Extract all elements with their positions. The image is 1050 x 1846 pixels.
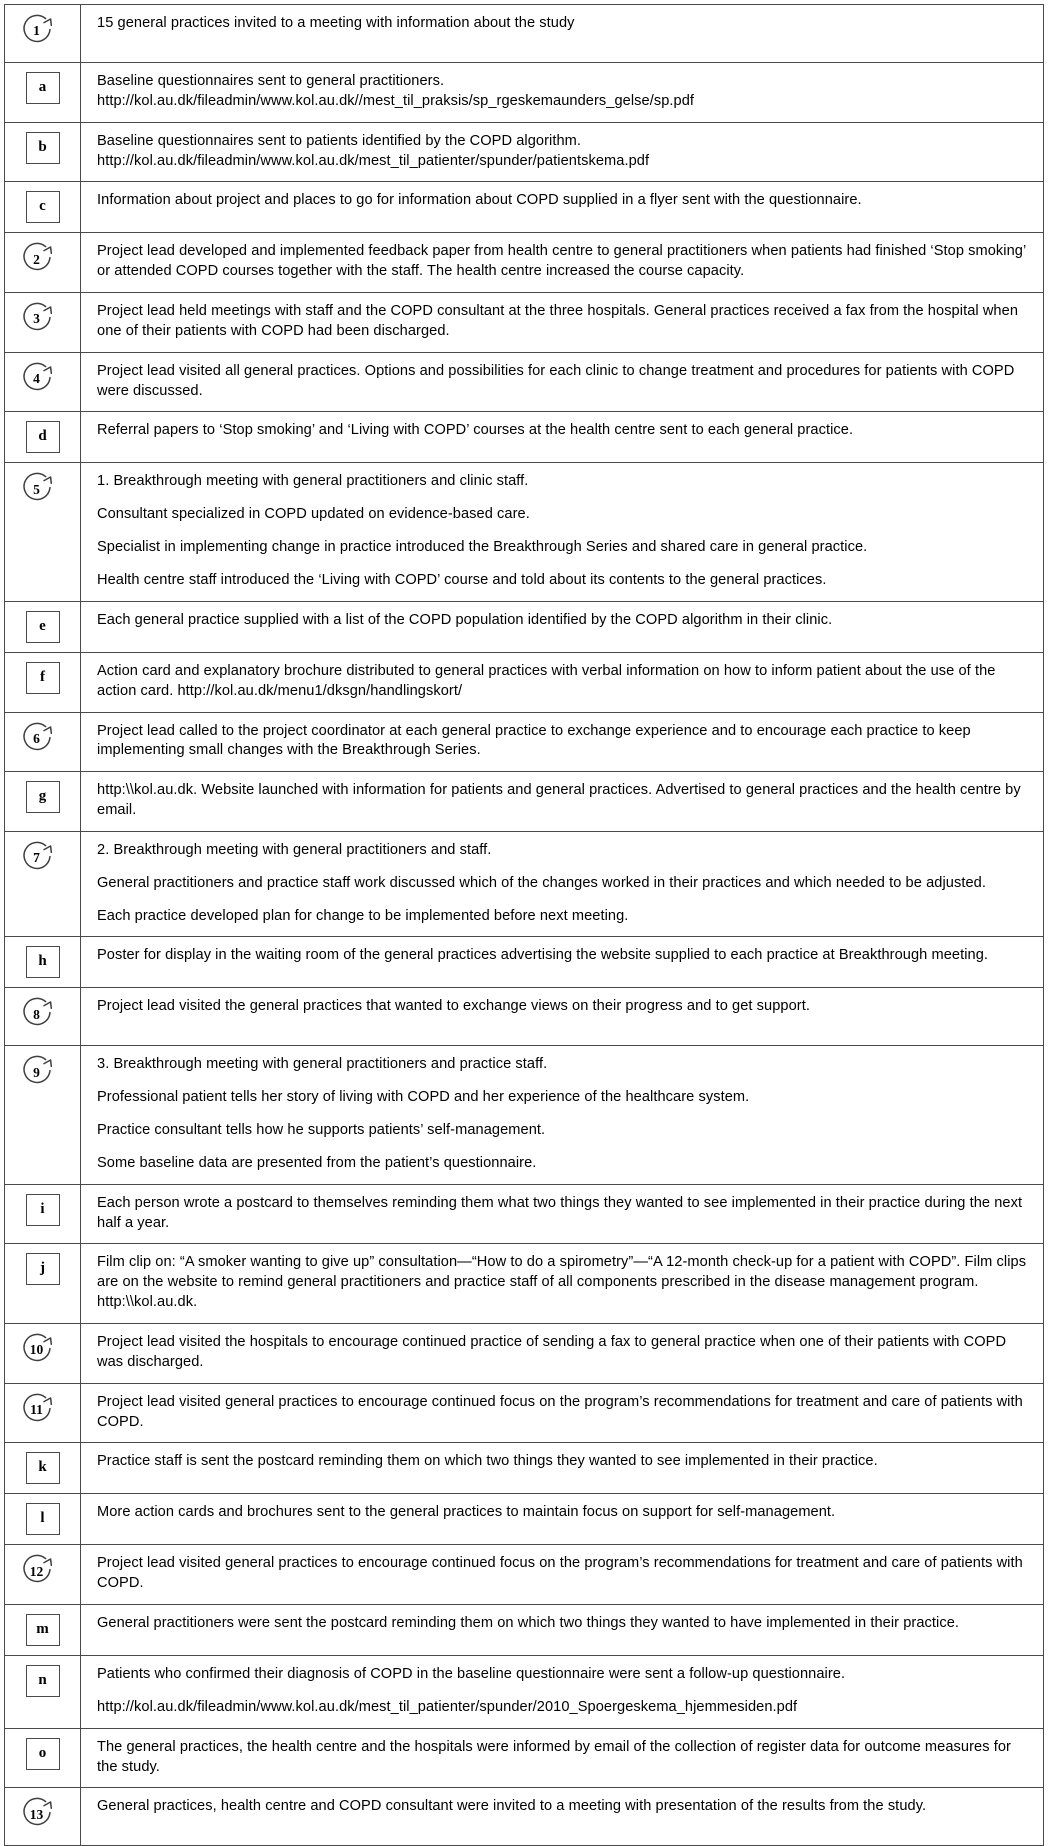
table-row [5, 1046, 1044, 1184]
description-paragraph: The general practices, the health centre and the hospitals were informed by email of the collection of register data for outcome measures for the study. [97, 1738, 1011, 1775]
marker-cell [5, 988, 81, 1046]
cycle-number-label: 13 [29, 1806, 44, 1822]
marker-cell [5, 412, 81, 463]
description-paragraph: Patients who confirmed their diagnosis of COPD in the baseline questionnaire were sent a follow-up questionnaire. [97, 1666, 846, 1683]
pdsa-cycle-icon [20, 472, 66, 506]
marker-cell [5, 5, 81, 63]
marker-cell [5, 652, 81, 712]
letter-marker-box: j [26, 1253, 60, 1285]
description-cell [81, 1443, 1044, 1494]
marker-cell [5, 293, 81, 353]
description-cell [81, 1656, 1044, 1729]
marker-cell [5, 1788, 81, 1846]
table-row [5, 1545, 1044, 1605]
letter-marker-box: b [26, 132, 60, 164]
description-paragraph: General practices, health centre and COPD consultant were invited to a meeting with presentation of the results from the study. [97, 1798, 927, 1815]
table-row [5, 652, 1044, 712]
table-row [5, 1383, 1044, 1443]
pdsa-cycle-icon [20, 362, 66, 396]
table-row [5, 1788, 1044, 1846]
letter-marker-box: e [26, 611, 60, 643]
description-paragraph: Project lead visited all general practices. Options and possibilities for each clinic to change treatment and procedures for patients with COPD were discussed. [97, 362, 1015, 399]
table-row [5, 1324, 1044, 1384]
marker-cell [5, 712, 81, 772]
pdsa-cycle-icon [20, 997, 66, 1031]
pdsa-cycle-icon [20, 1554, 66, 1588]
description-paragraph: Film clip on: “A smoker wanting to give up” consultation—“How to do a spirometry”—“A 12-month check-up for a patient with COPD”. Film clips are on the website to remind general practitioners and practice staff of all components prescribed in the disease management program. http:\\kol.au.dk. [97, 1254, 1027, 1311]
description-paragraph: Project lead visited general practices to encourage continued focus on the program’s recommendations for treatment and care of patients with COPD. [97, 1393, 1023, 1430]
description-paragraph: 3. Breakthrough meeting with general practitioners and practice staff. [97, 1056, 548, 1073]
marker-cell [5, 182, 81, 233]
description-paragraph: Project lead visited general practices to encourage continued focus on the program’s recommendations for treatment and care of patients with COPD. [97, 1555, 1023, 1592]
description-cell [81, 988, 1044, 1046]
description-cell [81, 601, 1044, 652]
table-row [5, 1494, 1044, 1545]
pdsa-cycle-icon [20, 1393, 66, 1427]
description-paragraph: http:\\kol.au.dk. Website launched with information for patients and general practices. Advertised to general practices and the health centre by email. [97, 782, 1021, 819]
table-row [5, 352, 1044, 412]
table-row [5, 601, 1044, 652]
table-row [5, 463, 1044, 601]
marker-cell [5, 352, 81, 412]
description-cell [81, 1605, 1044, 1656]
pdsa-cycle-icon [20, 1333, 66, 1367]
description-paragraph: Each person wrote a postcard to themselves reminding them what two things they wanted to see implemented in their practice during the next half a year. [97, 1194, 1023, 1231]
description-paragraph: Referral papers to ‘Stop smoking’ and ‘Living with COPD’ courses at the health centre sent to each general practice. [97, 422, 854, 439]
description-cell [81, 1046, 1044, 1184]
marker-cell [5, 463, 81, 601]
cycle-number-label: 1 [33, 23, 40, 39]
description-paragraph: Specialist in implementing change in practice introduced the Breakthrough Series and shared care in general practice. [97, 539, 868, 556]
description-cell [81, 233, 1044, 293]
description-paragraph: Professional patient tells her story of living with COPD and her experience of the healthcare system. [97, 1089, 750, 1106]
table-row [5, 1244, 1044, 1324]
letter-marker-box: l [26, 1503, 60, 1535]
table-row [5, 182, 1044, 233]
description-cell [81, 5, 1044, 63]
letter-marker-box: k [26, 1452, 60, 1484]
table-row [5, 772, 1044, 832]
description-paragraph: General practitioners and practice staff work discussed which of the changes worked in their practices and which needed to be adjusted. [97, 874, 986, 891]
table-row [5, 1656, 1044, 1729]
marker-cell [5, 1605, 81, 1656]
letter-marker-box: a [26, 72, 60, 104]
cycle-number-label: 4 [33, 371, 40, 386]
marker-cell [5, 1728, 81, 1788]
description-paragraph: Project lead developed and implemented feedback paper from health centre to general practitioners when patients had finished ‘Stop smoking’ or attended COPD courses together with the staff. The health centre increased the course capacity. [97, 243, 1026, 280]
marker-cell [5, 1545, 81, 1605]
marker-cell [5, 1324, 81, 1384]
table-row [5, 1605, 1044, 1656]
pdsa-cycle-icon [20, 841, 66, 875]
letter-marker-box: g [26, 781, 60, 813]
description-paragraph: Each practice developed plan for change to be implemented before next meeting. [97, 907, 629, 924]
cycle-number-label: 5 [33, 481, 40, 497]
letter-marker-box: o [26, 1738, 60, 1770]
table-row [5, 712, 1044, 772]
cycle-number-label: 6 [33, 730, 40, 746]
marker-cell [5, 1383, 81, 1443]
description-paragraph: Project lead visited the hospitals to encourage continued practice of sending a fax to general practice when one of their patients with COPD was discharged. [97, 1334, 1007, 1370]
description-cell [81, 831, 1044, 937]
marker-cell [5, 1494, 81, 1545]
description-paragraph: Practice consultant tells how he supports patients’ self-management. [97, 1122, 546, 1139]
description-cell [81, 712, 1044, 772]
description-paragraph: Health centre staff introduced the ‘Living with COPD’ course and told about its contents to the general practices. [97, 571, 827, 588]
description-cell [81, 463, 1044, 601]
table-row [5, 63, 1044, 123]
description-paragraph: Practice staff is sent the postcard reminding them on which two things they wanted to see implemented in their practice. [97, 1453, 878, 1470]
description-cell [81, 652, 1044, 712]
letter-marker-box: i [26, 1194, 60, 1226]
table-row [5, 1728, 1044, 1788]
letter-marker-box: d [26, 421, 60, 453]
pdsa-intervention-table [4, 4, 1044, 1846]
description-paragraph: Each general practice supplied with a list of the COPD population identified by the COPD algorithm in their clinic. [97, 611, 833, 628]
table-row [5, 293, 1044, 353]
letter-marker-box: n [26, 1665, 60, 1697]
description-cell [81, 937, 1044, 988]
description-cell [81, 293, 1044, 353]
cycle-number-label: 8 [33, 1006, 40, 1022]
description-paragraph: Action card and explanatory brochure distributed to general practices with verbal information on how to inform patient about the use of the action card. http://kol.au.dk/menu1/dksgn/handlingskort/ [97, 662, 996, 699]
table-row [5, 5, 1044, 63]
table-row [5, 233, 1044, 293]
description-cell [81, 1184, 1044, 1244]
marker-cell [5, 233, 81, 293]
cycle-number-label: 12 [29, 1563, 44, 1579]
description-paragraph: General practitioners were sent the postcard reminding them on which two things they wanted to have implemented in their practice. [97, 1615, 960, 1632]
description-paragraph: Baseline questionnaires sent to general practitioners. http://kol.au.dk/fileadmin/www.kol.au.dk//mest_til_praksis/sp_rgeskemaunders_gelse/sp.pdf [97, 73, 695, 109]
cycle-number-label: 9 [33, 1064, 40, 1080]
description-cell [81, 182, 1044, 233]
pdsa-cycle-icon [20, 1797, 66, 1831]
description-cell [81, 1383, 1044, 1443]
table-row [5, 1443, 1044, 1494]
marker-cell [5, 831, 81, 937]
description-cell [81, 1494, 1044, 1545]
marker-cell [5, 1656, 81, 1729]
marker-cell [5, 1443, 81, 1494]
description-paragraph: http://kol.au.dk/fileadmin/www.kol.au.dk/mest_til_patienter/spunder/2010_Spoergeskema_hjemmesiden.pdf [97, 1698, 798, 1715]
description-paragraph: Information about project and places to go for information about COPD supplied in a flyer sent with the questionnaire. [97, 192, 862, 209]
description-cell [81, 1324, 1044, 1384]
table-row [5, 937, 1044, 988]
description-paragraph: 15 general practices invited to a meeting with information about the study [97, 15, 575, 31]
letter-marker-box: c [26, 191, 60, 223]
table-row [5, 122, 1044, 182]
description-paragraph: Poster for display in the waiting room of the general practices advertising the website supplied to each practice at Breakthrough meeting. [97, 947, 989, 964]
description-paragraph: 1. Breakthrough meeting with general practitioners and clinic staff. [97, 473, 529, 490]
description-cell [81, 1244, 1044, 1324]
marker-cell [5, 1046, 81, 1184]
marker-cell [5, 601, 81, 652]
description-paragraph: Project lead called to the project coordinator at each general practice to exchange experience and to encourage each practice to keep implementing small changes with the Breakthrough Series. [97, 722, 971, 759]
cycle-number-label: 7 [33, 850, 40, 866]
table-row [5, 988, 1044, 1046]
description-cell [81, 352, 1044, 412]
pdsa-cycle-icon [20, 722, 66, 756]
marker-cell [5, 122, 81, 182]
description-paragraph: Project lead visited the general practices that wanted to exchange views on their progress and to get support. [97, 998, 810, 1015]
pdsa-cycle-icon [20, 302, 66, 336]
pdsa-cycle-icon [20, 14, 66, 48]
description-paragraph: Some baseline data are presented from the patient’s questionnaire. [97, 1154, 537, 1171]
table-row [5, 831, 1044, 937]
letter-marker-box: m [26, 1614, 60, 1646]
cycle-number-label: 10 [29, 1342, 44, 1358]
marker-cell [5, 63, 81, 123]
description-cell [81, 1728, 1044, 1788]
document-page [0, 4, 1050, 1846]
marker-cell [5, 937, 81, 988]
table-body [5, 5, 1044, 1846]
description-paragraph: Baseline questionnaires sent to patients identified by the COPD algorithm. http://kol.au.dk/fileadmin/www.kol.au.dk/mest_til_patienter/spunder/patientskema.pdf [97, 132, 650, 169]
pdsa-cycle-icon [20, 242, 66, 276]
description-cell [81, 772, 1044, 832]
letter-marker-box: f [26, 662, 60, 694]
description-cell [81, 1545, 1044, 1605]
marker-cell [5, 1244, 81, 1324]
description-paragraph: Project lead held meetings with staff and the COPD consultant at the three hospitals. General practices received a fax from the hospital when one of their patients with COPD had been discharged. [97, 303, 1019, 339]
letter-marker-box: h [26, 946, 60, 978]
description-cell [81, 122, 1044, 182]
table-row [5, 1184, 1044, 1244]
pdsa-cycle-icon [20, 1055, 66, 1089]
description-cell [81, 412, 1044, 463]
description-paragraph: More action cards and brochures sent to the general practices to maintain focus on support for self-management. [97, 1504, 836, 1521]
cycle-number-label: 3 [33, 311, 40, 327]
marker-cell [5, 1184, 81, 1244]
description-cell [81, 63, 1044, 123]
description-paragraph: Consultant specialized in COPD updated on evidence-based care. [97, 506, 530, 523]
marker-cell [5, 772, 81, 832]
cycle-number-label: 2 [33, 251, 40, 267]
description-paragraph: 2. Breakthrough meeting with general practitioners and staff. [97, 841, 492, 858]
description-cell [81, 1788, 1044, 1846]
table-row [5, 412, 1044, 463]
cycle-number-label: 11 [30, 1401, 43, 1417]
